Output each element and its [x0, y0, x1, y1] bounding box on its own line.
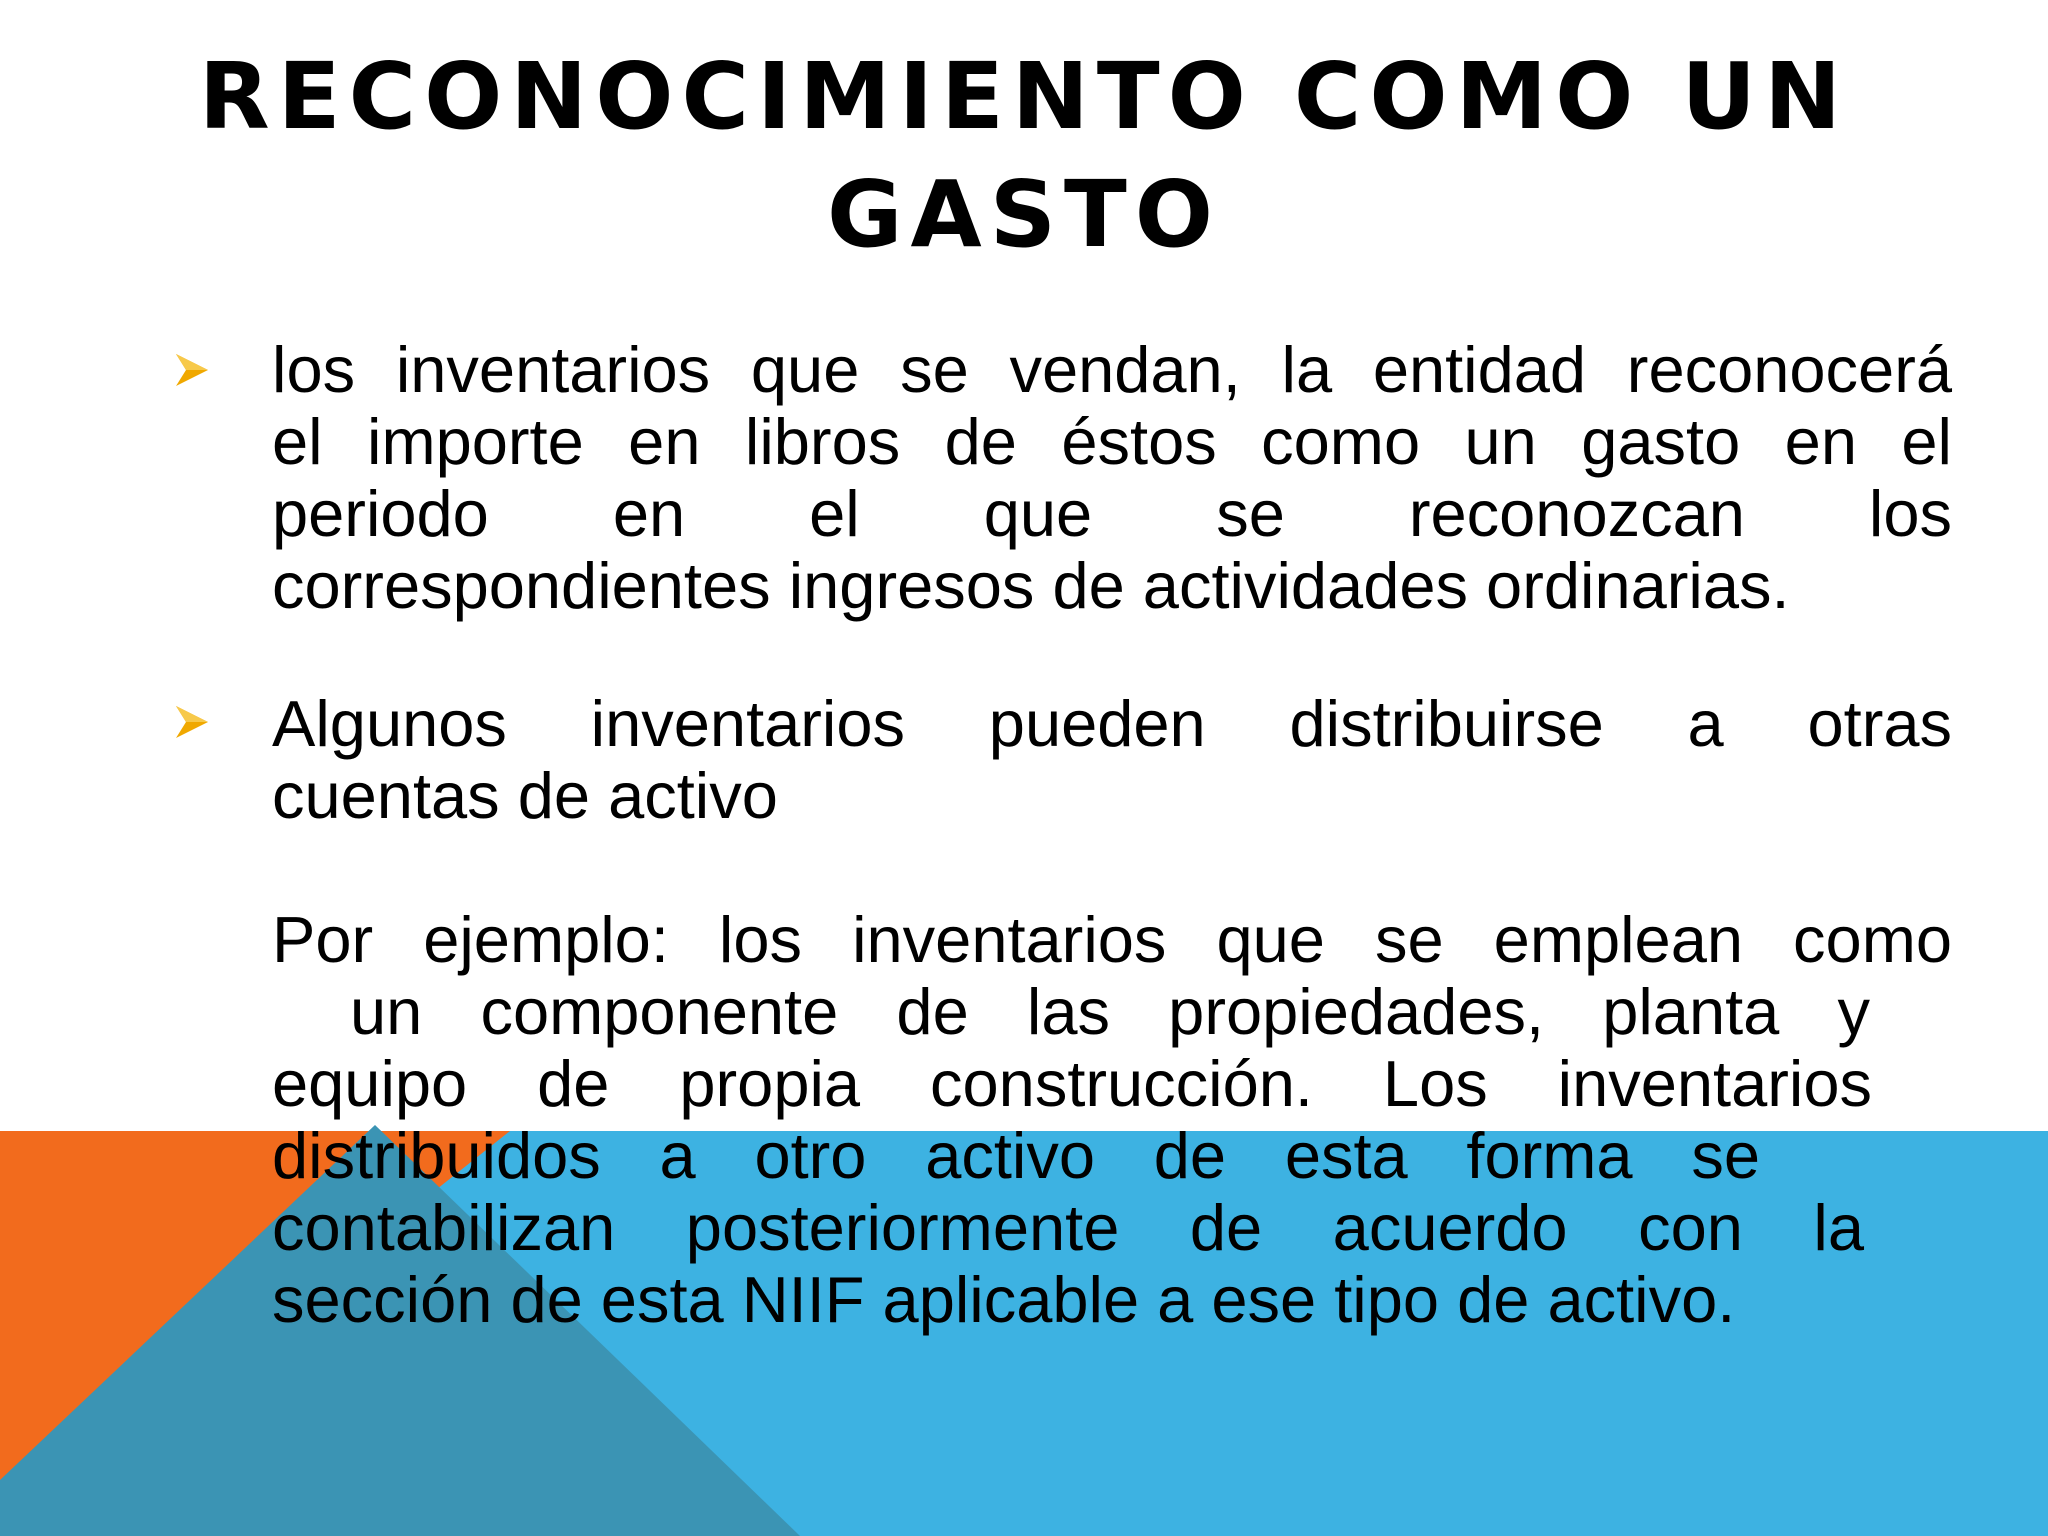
- bullet-2-line: Algunos inventarios pueden distribuirse a otras: [272, 687, 1952, 760]
- example-line: equipo de propia construcción. Los inventarios: [272, 1047, 1872, 1120]
- bullet-1-line: correspondientes ingresos de actividades ordinarias.: [272, 549, 1790, 622]
- bullet-2-line: cuentas de activo: [272, 759, 778, 832]
- bullet-1-line: el importe en libros de éstos como un gasto en el: [272, 405, 1952, 478]
- bullet-2-text: [272, 688, 1952, 832]
- example-line: distribuidos a otro activo de esta forma se: [272, 1119, 1760, 1192]
- example-line: Por ejemplo: los inventarios que se emplean como: [272, 903, 1952, 976]
- example-paragraph: [272, 904, 1952, 1336]
- arrow-bullet-icon: [172, 702, 212, 742]
- arrow-bullet-icon: [172, 350, 212, 390]
- bullet-1-line: los inventarios que se vendan, la entidad reconocerá: [272, 333, 1952, 406]
- example-line: contabilizan posteriormente de acuerdo con la: [272, 1191, 1864, 1264]
- example-line: sección de esta NIIF aplicable a ese tipo de activo.: [272, 1263, 1736, 1336]
- title-line-2: GASTO: [827, 161, 1221, 268]
- bullet-1-line: periodo en el que se reconozcan los: [272, 477, 1952, 550]
- bullet-1-text: [272, 334, 1952, 622]
- slide-title: [0, 38, 2048, 274]
- example-line: un componente de las propiedades, planta y: [350, 975, 1870, 1048]
- title-line-1: RECONOCIMIENTO COMO UN: [198, 43, 1850, 150]
